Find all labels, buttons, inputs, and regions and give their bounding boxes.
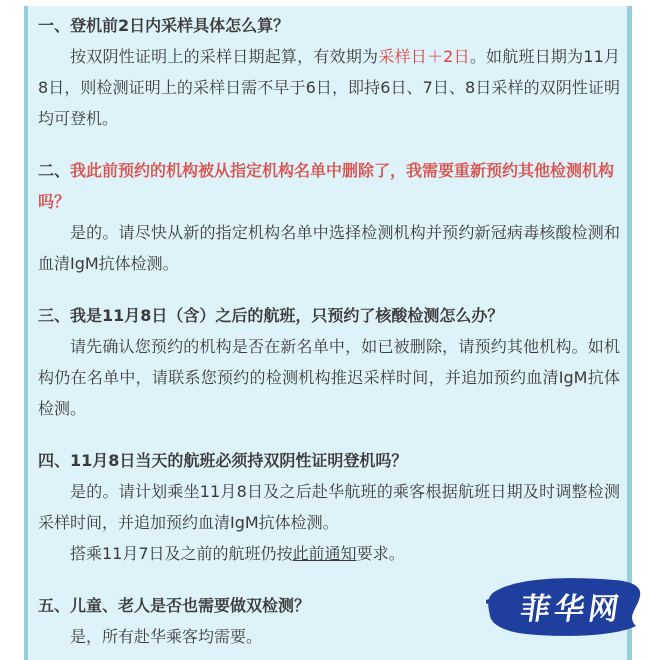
faq-answer-4b: 搭乘11月7日及之前的航班仍按此前通知要求。 bbox=[70, 544, 405, 563]
faq-item-2 bbox=[38, 155, 620, 279]
faq-answer-1: 按双阴性证明上的采样日期起算，有效期为采样日＋2日。如航班日期为11月8日，则检测证明上的采样日需不早于6日，即持6日、7日、8日采样的双阴性证明均可登机。 bbox=[38, 47, 620, 128]
previous-notice-link[interactable]: 此前通知 bbox=[292, 544, 357, 563]
watermark-text: 菲华网 bbox=[518, 592, 625, 627]
faq-answer-4a: 是的。请计划乘坐11月8日及之后赴华航班的乘客根据航班日期及时调整检测采样时间，并追加预约血清IgM抗体检测。 bbox=[38, 482, 620, 532]
faq-question-2: 二、我此前预约的机构被从指定机构名单中删除了，我需要重新预约其他检测机构吗？ bbox=[38, 161, 615, 211]
faq-item-1 bbox=[38, 10, 620, 134]
validity-highlight: 采样日＋2日 bbox=[378, 47, 470, 66]
faq-item-4 bbox=[38, 445, 620, 569]
faq-content bbox=[38, 10, 620, 660]
faq-answer-5: 是，所有赴华乘客均需要。 bbox=[70, 627, 263, 646]
watermark-logo bbox=[486, 572, 646, 642]
faq-question-4: 四、11月8日当天的航班必须持双阴性证明登机吗？ bbox=[38, 451, 408, 470]
faq-question-5: 五、儿童、老人是否也需要做双检测？ bbox=[38, 596, 311, 615]
faq-question-1: 一、登机前2日内采样具体怎么算？ bbox=[38, 16, 290, 35]
faq-question-3: 三、我是11月8日（含）之后的航班，只预约了核酸检测怎么办？ bbox=[38, 306, 504, 325]
faq-item-3 bbox=[38, 300, 620, 424]
faq-answer-2: 是的。请尽快从新的指定机构名单中选择检测机构并预约新冠病毒核酸检测和血清IgM抗体检测。 bbox=[38, 223, 620, 273]
faq-answer-3: 请先确认您预约的机构是否在新名单中，如已被删除，请预约其他机构。如机构仍在名单中，请联系您预约的检测机构推迟采样时间，并追加预约血清IgM抗体检测。 bbox=[38, 337, 620, 418]
